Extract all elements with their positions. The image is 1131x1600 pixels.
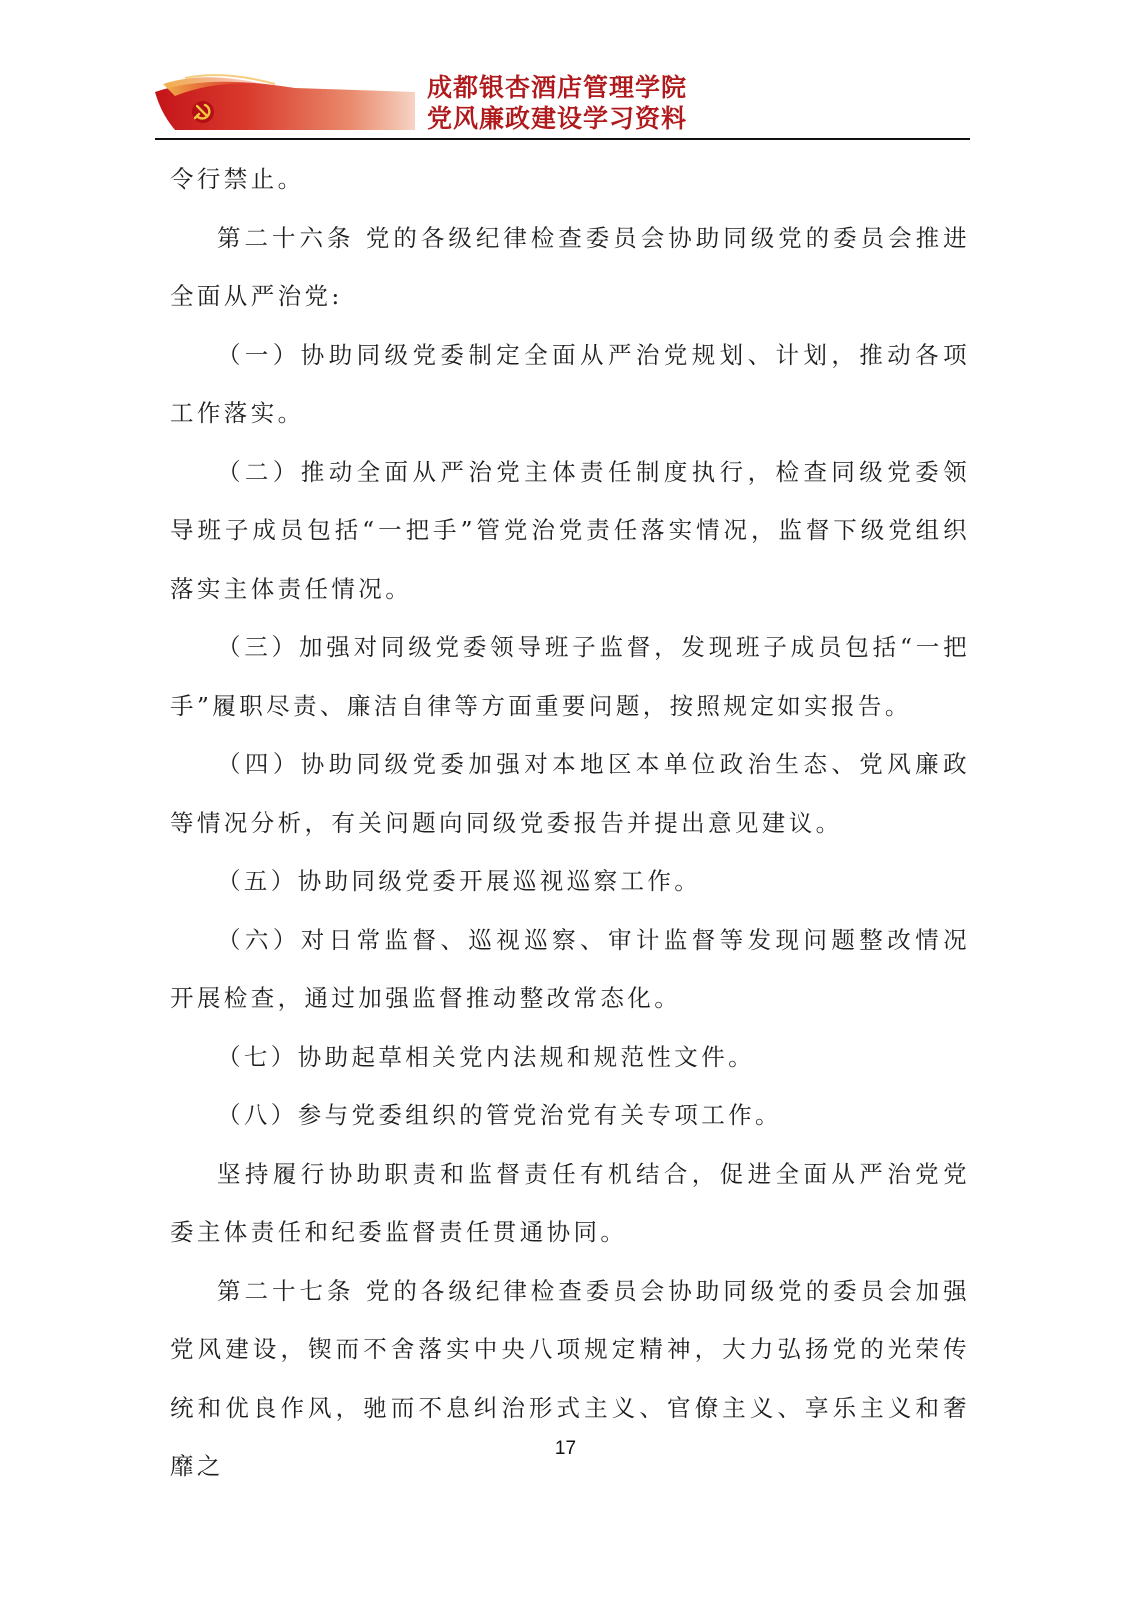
paragraph: 坚持履行协助职责和监督责任有机结合，促进全面从严治党党委主体责任和纪委监督责任贯通协同。 xyxy=(170,1159,970,1246)
paragraph: （七）协助起草相关党内法规和规范性文件。 xyxy=(217,1042,755,1071)
paragraph: （六）对日常监督、巡视巡察、审计监督等发现问题整改情况开展检查，通过加强监督推动整改常态化。 xyxy=(170,925,970,1012)
paragraph: 第二十七条 党的各级纪律检查委员会协助同级党的委员会加强党风建设，锲而不舍落实中央八项规定精神，大力弘扬党的光荣传统和优良作风，驰而不息纠治形式主义、官僚主义、享乐主义和奢靡之 xyxy=(170,1276,970,1480)
page-number: 17 xyxy=(554,1438,577,1459)
paragraph: （八）参与党委组织的管党治党有关专项工作。 xyxy=(217,1101,782,1129)
header-line-subject: 党风廉政建设学习资料 xyxy=(427,104,688,133)
paragraph: 第二十六条 党的各级纪律检查委员会协助同级党的委员会推进全面从严治党: xyxy=(170,223,970,310)
header-line-institution: 成都银杏酒店管理学院 xyxy=(427,73,688,102)
party-emblem-icon xyxy=(155,74,415,130)
page-header xyxy=(155,62,970,140)
paragraph: （四）协助同级党委加强对本地区本单位政治生态、党风廉政等情况分析，有关问题向同级党委报告并提出意见建议。 xyxy=(170,750,970,837)
paragraph: （三）加强对同级党委领导班子监督，发现班子成员包括“一把手”履职尽责、廉洁自律等方面重要问题，按照规定如实报告。 xyxy=(170,633,970,720)
header-divider xyxy=(155,138,970,140)
paragraph: （一）协助同级党委制定全面从严治党规划、计划，推动各项工作落实。 xyxy=(170,340,970,427)
paragraph: （二）推动全面从严治党主体责任制度执行，检查同级党委领导班子成员包括“一把手”管党治党责任落实情况，监督下级党组织落实主体责任情况。 xyxy=(170,457,970,603)
document-body xyxy=(170,150,970,1496)
header-title xyxy=(427,72,687,134)
paragraph: （五）协助同级党委开展巡视巡察工作。 xyxy=(217,867,702,895)
paragraph: 令行禁止。 xyxy=(170,165,305,193)
